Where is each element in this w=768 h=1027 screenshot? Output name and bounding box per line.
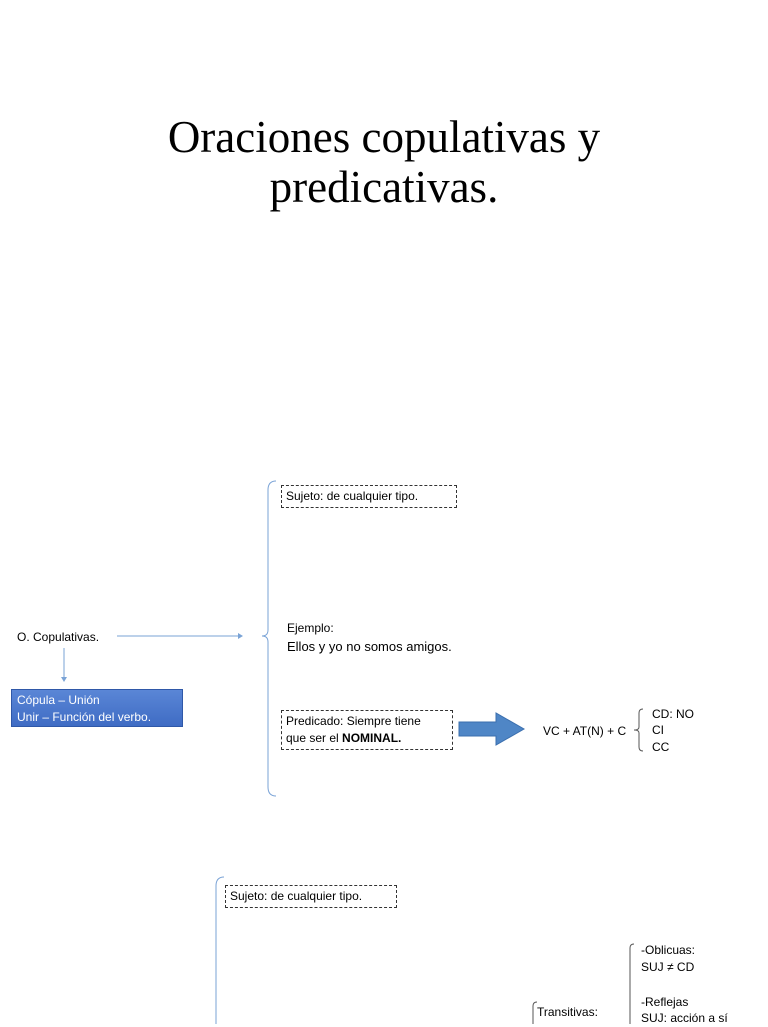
reflejas-rule: SUJ: acción a sí (641, 1011, 728, 1025)
main-bracket (262, 481, 276, 796)
predicado-box (281, 710, 453, 750)
oblicuas-label: -Oblicuas: (641, 943, 696, 957)
cupula-box (11, 689, 183, 727)
ejemplo-label: Ejemplo: (287, 621, 334, 635)
title-line-2: predicativas. (269, 162, 499, 212)
predicado-text: que ser el (286, 731, 343, 745)
oblicuas-rule: SUJ ≠ CD (641, 960, 695, 974)
title-line-1: Oraciones copulativas y (167, 112, 601, 162)
page-title (0, 112, 768, 212)
branch-cc: CC (652, 740, 670, 754)
branch-cd: CD: NO (652, 707, 694, 721)
predicado-line-2 (286, 730, 448, 747)
transitivas-label: Transitivas: (537, 1005, 598, 1019)
sujeto-box: Sujeto: de cualquier tipo. (281, 485, 457, 508)
block-arrow (459, 713, 524, 745)
reflejas-label: -Reflejas (641, 995, 689, 1009)
branch-ci: CI (652, 723, 664, 737)
copulativas-label: O. Copulativas. (17, 630, 100, 644)
cupula-line-2: Unir – Función del verbo. (17, 710, 152, 724)
ejemplo-text: Ellos y yo no somos amigos. (287, 639, 452, 654)
sujeto-box-lower: Sujeto: de cualquier tipo. (225, 885, 397, 908)
formula: VC + AT(N) + C (543, 724, 627, 738)
branches-bracket (634, 709, 643, 751)
types-bracket (630, 944, 634, 1024)
lower-bracket (216, 877, 224, 1024)
predicado-nominal: NOMINAL. (342, 731, 402, 745)
predicado-line-1: Predicado: Siempre tiene (286, 714, 421, 728)
cupula-line-1: Cópula – Unión (17, 693, 100, 707)
